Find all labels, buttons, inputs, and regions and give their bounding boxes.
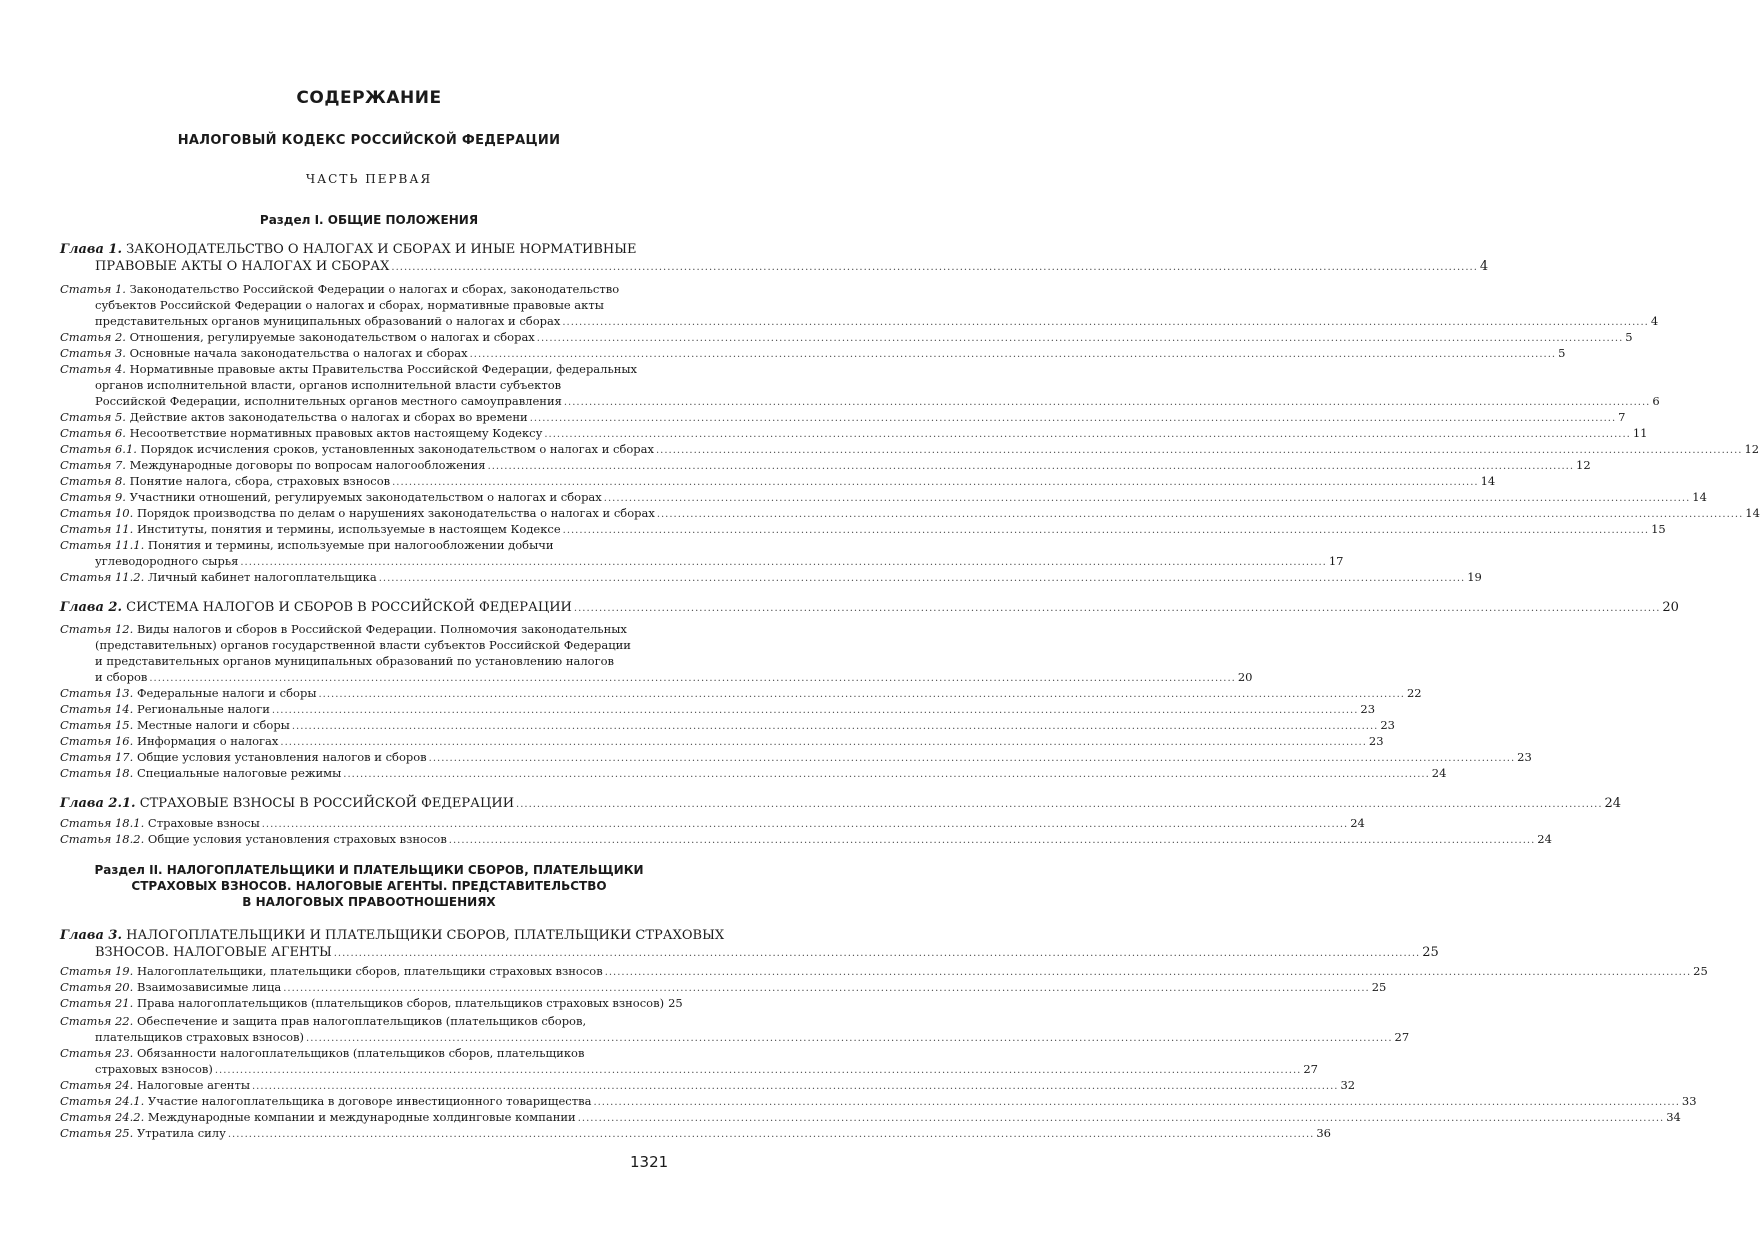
leader-dots: .................................................................................................................................................................................................................................................................... (593, 1097, 1680, 1108)
entry-label: Статья 18.1. (60, 816, 145, 830)
entry-label: Статья 10. (60, 506, 134, 520)
entry-label: Статья 5. (60, 410, 126, 424)
entry-text (95, 638, 631, 652)
entry-page-number: 23 (1360, 702, 1376, 716)
entry-label: Статья 18. (60, 766, 134, 780)
entry-page-number: 14 (1745, 506, 1760, 520)
entry-line (60, 765, 1447, 783)
entry-text (60, 765, 341, 781)
entry-text (60, 1093, 591, 1109)
entry-text (60, 795, 514, 812)
leader-dots: .................................................................................................................................................................................................................................................................... (214, 1065, 1302, 1076)
entry-title-text: НАЛОГОПЛАТЕЛЬЩИКИ И ПЛАТЕЛЬЩИКИ СБОРОВ, ПЛАТЕЛЬЩИКИ СТРАХОВЫХ (126, 928, 725, 943)
entry-title-text: Федеральные налоги и сборы (136, 686, 317, 700)
entry-page-number: 12 (1744, 442, 1760, 456)
entry-title-text: Международные договоры по вопросам налогообложения (129, 458, 486, 472)
entry-text (60, 622, 627, 636)
entry-title-text: Обеспечение и защита прав налогоплательщиков (плательщиков сборов, (136, 1014, 587, 1028)
entry-line (60, 297, 678, 313)
section-2-text: НАЛОГОПЛАТЕЛЬЩИКИ И ПЛАТЕЛЬЩИКИ СБОРОВ, ПЛАТЕЛЬЩИКИ (166, 863, 644, 877)
toc-article-entry[interactable] (60, 569, 1482, 587)
entry-label: Статья 4. (60, 362, 126, 376)
entry-text (60, 329, 535, 345)
entry-line (60, 1045, 678, 1061)
entry-text (60, 473, 390, 489)
entry-text (60, 362, 637, 376)
entry-title-text: Страховые взносы (147, 816, 260, 830)
section-2-line1 (60, 862, 678, 878)
entry-text (95, 258, 389, 275)
entry-label: Статья 24.1. (60, 1094, 145, 1108)
toc-article-entry[interactable] (60, 281, 1659, 331)
entry-title-text: Общие условия установления страховых взносов (147, 832, 447, 846)
entry-page-number: 27 (1394, 1030, 1410, 1044)
entry-text (60, 599, 572, 616)
leader-dots: .................................................................................................................................................................................................................................................................... (428, 753, 1516, 764)
entry-label: Статья 11.2. (60, 570, 145, 584)
entry-title-text: Институты, понятия и термины, используемые в настоящем Кодексе (136, 522, 561, 536)
entry-title-text: (представительных) органов государственной власти субъектов Российской Федерации (95, 638, 631, 652)
entry-title-text: Специальные налоговые режимы (136, 766, 342, 780)
entry-page-number: 5 (1558, 346, 1566, 360)
toc-article-entry[interactable] (60, 765, 1447, 783)
entry-title-text: Личный кабинет налогоплательщика (147, 570, 377, 584)
entry-text (60, 409, 528, 425)
entry-page-number: 25 (1422, 945, 1439, 960)
leader-dots: .................................................................................................................................................................................................................................................................... (333, 948, 1421, 959)
entry-label: Статья 6.1. (60, 442, 137, 456)
entry-text (60, 995, 664, 1011)
entry-text (60, 831, 447, 847)
entry-text (60, 282, 619, 296)
entry-text (95, 1029, 304, 1045)
entry-label: Статья 24. (60, 1078, 134, 1092)
leader-dots: .................................................................................................................................................................................................................................................................... (318, 689, 1405, 700)
leader-dots: .................................................................................................................................................................................................................................................................... (603, 493, 1691, 504)
entry-text (60, 345, 468, 361)
entry-text (60, 928, 724, 943)
entry-label: Статья 16. (60, 734, 134, 748)
entry-title-text: органов исполнительной власти, органов исполнительной власти субъектов (95, 378, 562, 392)
entry-text (60, 505, 655, 521)
entry-line (60, 281, 678, 297)
entry-page-number: 24 (1604, 796, 1622, 811)
entry-page-number: 23 (1380, 718, 1395, 732)
leader-dots: .................................................................................................................................................................................................................................................................... (562, 525, 1650, 536)
entry-page-number: 34 (1666, 1110, 1681, 1124)
entry-page-number: 25 (1693, 964, 1708, 978)
entry-text (95, 553, 238, 569)
entry-label: Статья 11. (60, 522, 134, 536)
leader-dots: .................................................................................................................................................................................................................................................................... (656, 509, 1744, 520)
leader-dots: .................................................................................................................................................................................................................................................................... (563, 397, 1651, 408)
entry-title-text: Порядок исчисления сроков, установленных законодательством о налогах и сборах (140, 442, 654, 456)
entry-title-text: плательщиков страховых взносов) (95, 1030, 305, 1044)
section-2-heading (60, 862, 678, 910)
toc-chapter-entry[interactable] (60, 927, 1439, 962)
entry-text (60, 538, 554, 552)
entry-label: Статья 2. (60, 330, 126, 344)
toc-chapter-entry[interactable] (60, 795, 1622, 813)
entry-line (60, 795, 1622, 813)
entry-page-number: 15 (1651, 522, 1666, 536)
leader-dots: .................................................................................................................................................................................................................................................................... (487, 461, 1575, 472)
section-1-label: Раздел I. (259, 213, 324, 227)
entry-text (95, 654, 614, 668)
leader-dots: .................................................................................................................................................................................................................................................................... (271, 705, 1359, 716)
entry-title-text: представительных органов муниципальных образований о налогах и сборах (95, 314, 561, 328)
entry-title-text: Действие актов законодательства о налогах и сборах во времени (129, 410, 528, 424)
entry-title-text: СТРАХОВЫЕ ВЗНОСЫ В РОССИЙСКОЙ ФЕДЕРАЦИИ (139, 796, 515, 811)
toc-chapter-entry[interactable] (60, 241, 1489, 276)
entry-page-number: 14 (1692, 490, 1707, 504)
leader-dots: .................................................................................................................................................................................................................................................................... (448, 835, 1536, 846)
entry-label: Глава 2. (60, 600, 122, 615)
entry-text (95, 669, 147, 685)
entry-page-number: 4 (1650, 314, 1659, 328)
entry-text (60, 1046, 584, 1060)
entry-title-text: страховых взносов) (95, 1062, 213, 1076)
leader-dots: .................................................................................................................................................................................................................................................................... (536, 333, 1624, 344)
entry-page-number: 20 (1237, 670, 1253, 684)
leader-dots: .................................................................................................................................................................................................................................................................... (573, 603, 1661, 614)
entry-page-number: 14 (1480, 474, 1496, 488)
entry-line (60, 537, 678, 553)
leader-dots: .................................................................................................................................................................................................................................................................... (544, 429, 1631, 440)
entry-label: Статья 22. (60, 1014, 134, 1028)
entry-title-text: Права налогоплательщиков (плательщиков сборов, плательщиков страховых взносов) (136, 996, 665, 1010)
entry-page-number: 12 (1576, 458, 1591, 472)
entry-label: Статья 12. (60, 622, 134, 636)
entry-label: Статья 6. (60, 426, 126, 440)
toc-article-entry[interactable] (60, 361, 1660, 411)
entry-page-number: 23 (1517, 750, 1532, 764)
entry-text (60, 569, 377, 585)
entry-title-text: Отношения, регулируемые законодательством о налогах и сборах (129, 330, 535, 344)
entry-page-number: 25 (1371, 980, 1387, 994)
entry-title-text: Основные начала законодательства о налогах и сборах (129, 346, 468, 360)
entry-label: Статья 17. (60, 750, 134, 764)
entry-title-text: Виды налогов и сборов в Российской Федерации. Полномочия законодательных (136, 622, 627, 636)
section-2-line2: СТРАХОВЫХ ВЗНОСОВ. НАЛОГОВЫЕ АГЕНТЫ. ПРЕДСТАВИТЕЛЬСТВО (131, 879, 607, 893)
leader-dots: .................................................................................................................................................................................................................................................................... (261, 819, 1349, 830)
entry-title-text: ПРАВОВЫЕ АКТЫ О НАЛОГАХ И СБОРАХ (95, 259, 390, 274)
entry-title-text: Российской Федерации, исполнительных органов местного самоуправления (95, 394, 562, 408)
section-1-title: ОБЩИЕ ПОЛОЖЕНИЯ (327, 213, 479, 227)
page-number: 1321 (630, 1153, 669, 1171)
entry-text (60, 489, 602, 505)
entry-title-text: Общие условия установления налогов и сборов (136, 750, 427, 764)
leader-dots: .................................................................................................................................................................................................................................................................... (516, 799, 1603, 810)
entry-text (95, 944, 332, 961)
entry-text (60, 1014, 586, 1028)
entry-title-text: Утратила силу (136, 1126, 226, 1140)
leader-dots: .................................................................................................................................................................................................................................................................... (391, 262, 1478, 273)
entry-text (95, 378, 561, 392)
entry-line (60, 241, 678, 258)
entry-text (60, 685, 316, 701)
entry-label: Статья 11.1. (60, 538, 145, 552)
entry-text (60, 1077, 250, 1093)
entry-line (60, 831, 1552, 849)
entry-label: Глава 3. (60, 928, 122, 943)
leader-dots: .................................................................................................................................................................................................................................................................... (149, 673, 1236, 684)
entry-page-number: 5 (1625, 330, 1633, 344)
entry-label: Статья 20. (60, 980, 134, 994)
entry-title-text: Понятия и термины, используемые при налогообложении добычи (147, 538, 554, 552)
entry-title-text: Взаимозависимые лица (136, 980, 282, 994)
entry-line (60, 927, 725, 944)
entry-label: Статья 18.2. (60, 832, 145, 846)
leader-dots: .................................................................................................................................................................................................................................................................... (529, 413, 1617, 424)
entry-line (60, 361, 678, 377)
toc-article-entry[interactable] (60, 995, 683, 1013)
entry-title-text: Обязанности налогоплательщиков (плательщиков сборов, плательщиков (136, 1046, 585, 1060)
section-2-line3: В НАЛОГОВЫХ ПРАВООТНОШЕНИЯХ (242, 895, 496, 909)
entry-title-text: Участие налогоплательщика в договоре инвестиционного товарищества (147, 1094, 592, 1108)
code-title: НАЛОГОВЫЙ КОДЕКС РОССИЙСКОЙ ФЕДЕРАЦИИ (177, 133, 561, 148)
part-title: ЧАСТЬ ПЕРВАЯ (305, 172, 433, 186)
entry-title-text: Местные налоги и сборы (136, 718, 290, 732)
entry-line (60, 1013, 678, 1029)
leader-dots: .................................................................................................................................................................................................................................................................... (562, 317, 1649, 328)
entry-text (60, 457, 486, 473)
entry-page-number: 25 (668, 996, 683, 1010)
entry-title-text: Информация о налогах (136, 734, 279, 748)
toc-chapter-entry[interactable] (60, 599, 1679, 617)
leader-dots: .................................................................................................................................................................................................................................................................... (291, 721, 1379, 732)
leader-dots: .................................................................................................................................................................................................................................................................... (343, 769, 1430, 780)
entry-title-text: ЗАКОНОДАТЕЛЬСТВО О НАЛОГАХ И СБОРАХ И ИНЫЕ НОРМАТИВНЫЕ (126, 242, 637, 257)
entry-title-text: субъектов Российской Федерации о налогах и сборах, нормативные правовые акты (95, 298, 604, 312)
entry-page-number: 11 (1632, 426, 1648, 440)
leader-dots: .................................................................................................................................................................................................................................................................... (656, 445, 1743, 456)
entry-text (60, 701, 270, 717)
leader-dots: .................................................................................................................................................................................................................................................................... (378, 573, 1466, 584)
entry-text (60, 815, 260, 831)
entry-text (60, 521, 561, 537)
entry-line (60, 653, 678, 669)
entry-page-number: 4 (1479, 259, 1489, 274)
entry-title-text: СИСТЕМА НАЛОГОВ И СБОРОВ В РОССИЙСКОЙ ФЕДЕРАЦИИ (126, 600, 572, 615)
entry-text (60, 733, 278, 749)
leader-dots: .................................................................................................................................................................................................................................................................... (283, 983, 1370, 994)
contents-heading: СОДЕРЖАНИЕ (296, 88, 442, 108)
entry-label: Статья 1. (60, 282, 126, 296)
entry-line (60, 1125, 1331, 1143)
entry-label: Статья 3. (60, 346, 126, 360)
toc-article-entry[interactable] (60, 831, 1552, 849)
toc-article-entry[interactable] (60, 537, 1344, 571)
entry-text (60, 425, 542, 441)
entry-label: Статья 21. (60, 996, 134, 1010)
entry-title-text: и представительных органов муниципальных образований по установлению налогов (95, 654, 615, 668)
entry-text (95, 313, 560, 329)
entry-page-number: 36 (1316, 1126, 1331, 1140)
entry-text (60, 749, 427, 765)
entry-page-number: 22 (1406, 686, 1422, 700)
entry-label: Глава 1. (60, 242, 122, 257)
entry-title-text: Понятие налога, сбора, страховых взносов (129, 474, 391, 488)
entry-page-number: 19 (1467, 570, 1482, 584)
section-1-heading (60, 212, 678, 228)
leader-dots: .................................................................................................................................................................................................................................................................... (251, 1081, 1339, 1092)
entry-label: Статья 9. (60, 490, 126, 504)
entry-title-text: ВЗНОСОВ. НАЛОГОВЫЕ АГЕНТЫ (95, 945, 332, 960)
entry-page-number: 32 (1340, 1078, 1356, 1092)
entry-title-text: Нормативные правовые акты Правительства Российской Федерации, федеральных (129, 362, 638, 376)
entry-line (60, 377, 678, 393)
entry-title-text: Налогоплательщики, плательщики сборов, плательщики страховых взносов (136, 964, 603, 978)
entry-text (95, 393, 562, 409)
toc-article-entry[interactable] (60, 1045, 1318, 1079)
entry-line (60, 258, 1489, 276)
leader-dots: .................................................................................................................................................................................................................................................................... (227, 1129, 1315, 1140)
entry-title-text: углеводородного сырья (95, 554, 239, 568)
toc-article-entry[interactable] (60, 621, 1253, 687)
entry-page-number: 24 (1350, 816, 1365, 830)
toc-article-entry[interactable] (60, 1125, 1331, 1143)
entry-label: Статья 13. (60, 686, 134, 700)
entry-label: Статья 14. (60, 702, 134, 716)
entry-line (60, 995, 683, 1013)
entry-text (60, 1125, 226, 1141)
entry-page-number: 6 (1652, 394, 1660, 408)
entry-title-text: Налоговые агенты (136, 1078, 250, 1092)
entry-title-text: Международные компании и международные холдинговые компании (147, 1110, 576, 1124)
toc-article-entry[interactable] (60, 1013, 1410, 1047)
entry-page-number: 33 (1681, 1094, 1697, 1108)
leader-dots: .................................................................................................................................................................................................................................................................... (392, 477, 1479, 488)
entry-label: Статья 7. (60, 458, 126, 472)
leader-dots: .................................................................................................................................................................................................................................................................... (469, 349, 1557, 360)
entry-title-text: Порядок производства по делам о нарушениях законодательства о налогах и сборах (136, 506, 655, 520)
entry-page-number: 7 (1618, 410, 1626, 424)
entry-label: Статья 23. (60, 1046, 134, 1060)
section-2-label: Раздел II. (94, 863, 163, 877)
leader-dots: .................................................................................................................................................................................................................................................................... (604, 967, 1692, 978)
entry-page-number: 17 (1328, 554, 1344, 568)
entry-page-number: 27 (1303, 1062, 1318, 1076)
entry-text (95, 298, 604, 312)
entry-text (60, 979, 281, 995)
entry-page-number: 24 (1431, 766, 1447, 780)
entry-line (60, 599, 1679, 617)
entry-text (60, 717, 290, 733)
entry-label: Статья 25. (60, 1126, 134, 1140)
leader-dots: .................................................................................................................................................................................................................................................................... (577, 1113, 1665, 1124)
entry-title-text: Законодательство Российской Федерации о налогах и сборах, законодательство (129, 282, 620, 296)
entry-text (60, 963, 603, 979)
entry-label: Статья 8. (60, 474, 126, 488)
entry-label: Глава 2.1. (60, 796, 136, 811)
entry-label: Статья 15. (60, 718, 134, 732)
entry-title-text: Несоответствие нормативных правовых актов настоящему Кодексу (129, 426, 543, 440)
leader-dots: .................................................................................................................................................................................................................................................................... (280, 737, 1367, 748)
entry-text (95, 1061, 213, 1077)
entry-label: Статья 24.2. (60, 1110, 145, 1124)
entry-line (60, 637, 678, 653)
entry-line (60, 569, 1482, 587)
entry-text (60, 242, 636, 257)
entry-title-text: и сборов (95, 670, 148, 684)
entry-page-number: 23 (1368, 734, 1384, 748)
entry-text (60, 441, 654, 457)
entry-text (60, 1109, 576, 1125)
entry-line (60, 944, 1439, 962)
entry-title-text: Участники отношений, регулируемых законодательством о налогах и сборах (129, 490, 602, 504)
entry-page-number: 24 (1537, 832, 1552, 846)
entry-page-number: 20 (1662, 600, 1679, 615)
entry-label: Статья 19. (60, 964, 134, 978)
leader-dots: .................................................................................................................................................................................................................................................................... (240, 557, 1327, 568)
entry-line (60, 621, 678, 637)
leader-dots: .................................................................................................................................................................................................................................................................... (306, 1033, 1393, 1044)
entry-title-text: Региональные налоги (136, 702, 270, 716)
